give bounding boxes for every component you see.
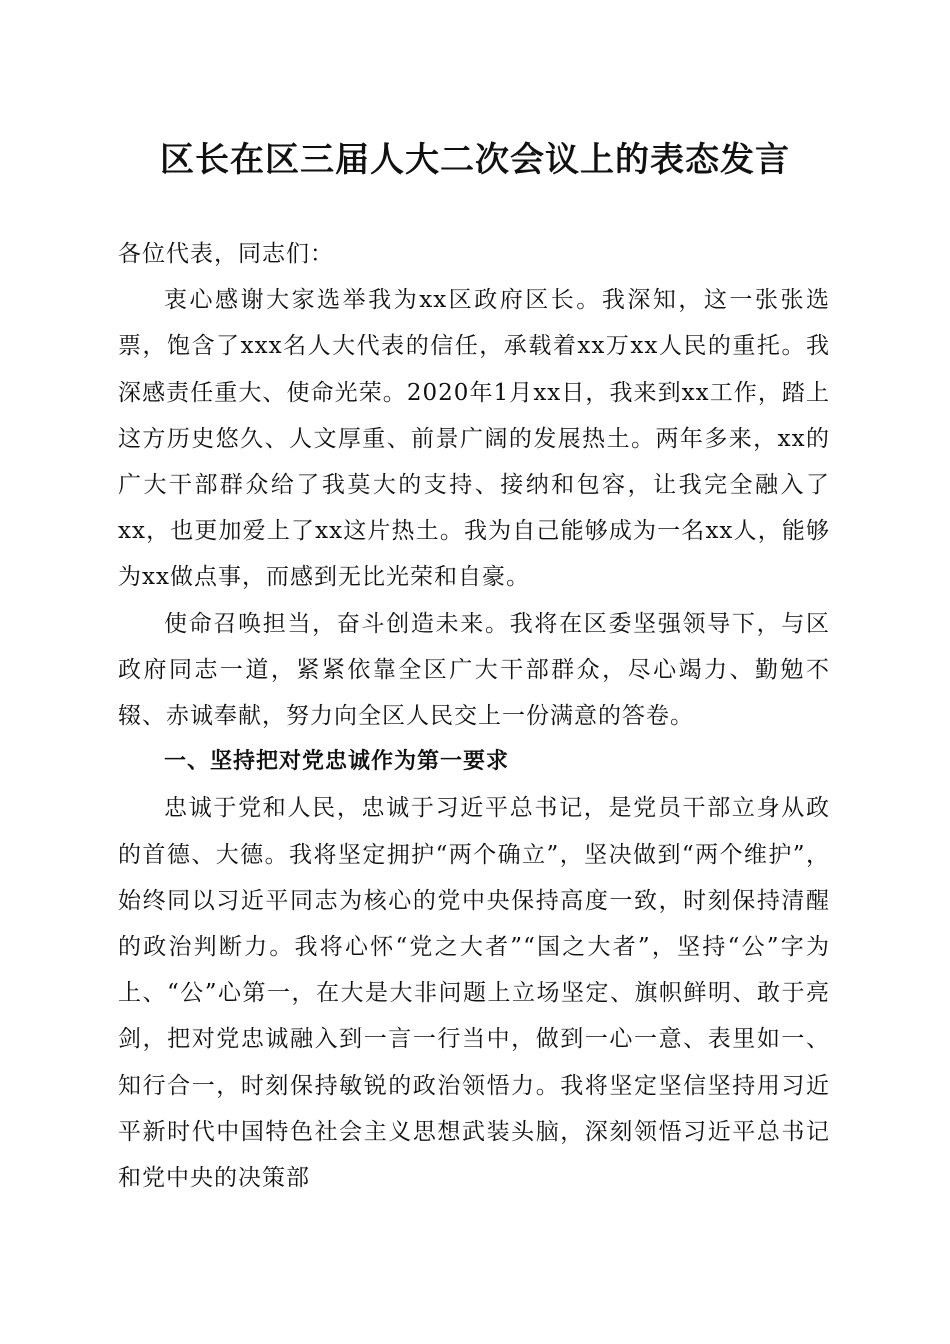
section-heading: 一、坚持把对党忠诚作为第一要求 [164, 749, 510, 775]
document-body [118, 231, 830, 1201]
paragraph-thanks: 衷心感谢大家选举我为xx区政府区长。我深知，这一张张选票，饱含了xxx名人大代表的信任，承载着xx万xx人民的重托。我深感责任重大、使命光荣。2020年1月xx日，我来到xx工作，踏上这方历史悠久、人文厚重、前景广阔的发展热土。两年多来，xx的广大干部群众给了我莫大的支持、接纳和包容，让我完全融入了xx，也更加爱上了xx这片热土。我为自己能够成为一名xx人，能够为xx做点事，而感到无比光荣和自豪。 [118, 287, 830, 591]
paragraph-loyalty: 忠诚于党和人民，忠诚于习近平总书记，是党员干部立身从政的首德、大德。我将坚定拥护“两个确立”，坚决做到“两个维护”，始终同以习近平同志为核心的党中央保持高度一致，时刻保持清醒的政治判断力。我将心怀“党之大者”“国之大者”，坚持“公”字为上、“公”心第一，在大是大非问题上立场坚定、旗帜鲜明、敢于亮剑，把对党忠诚融入到一言一行当中，做到一心一意、表里如一、知行合一，时刻保持敏锐的政治领悟力。我将坚定坚信坚持用习近平新时代中国特色社会主义思想武装头脑，深刻领悟习近平总书记和党中央的决策部 [118, 795, 830, 1192]
paragraph-mission: 使命召唤担当，奋斗创造未来。我将在区委坚强领导下，与区政府同志一道，紧紧依靠全区广大干部群众，尽心竭力、勤勉不辍、赤诚奉献，努力向全区人民交上一份满意的答卷。 [118, 610, 830, 730]
document-title: 区长在区三届人大二次会议上的表态发言 [160, 140, 790, 180]
salutation: 各位代表，同志们： [118, 241, 334, 267]
